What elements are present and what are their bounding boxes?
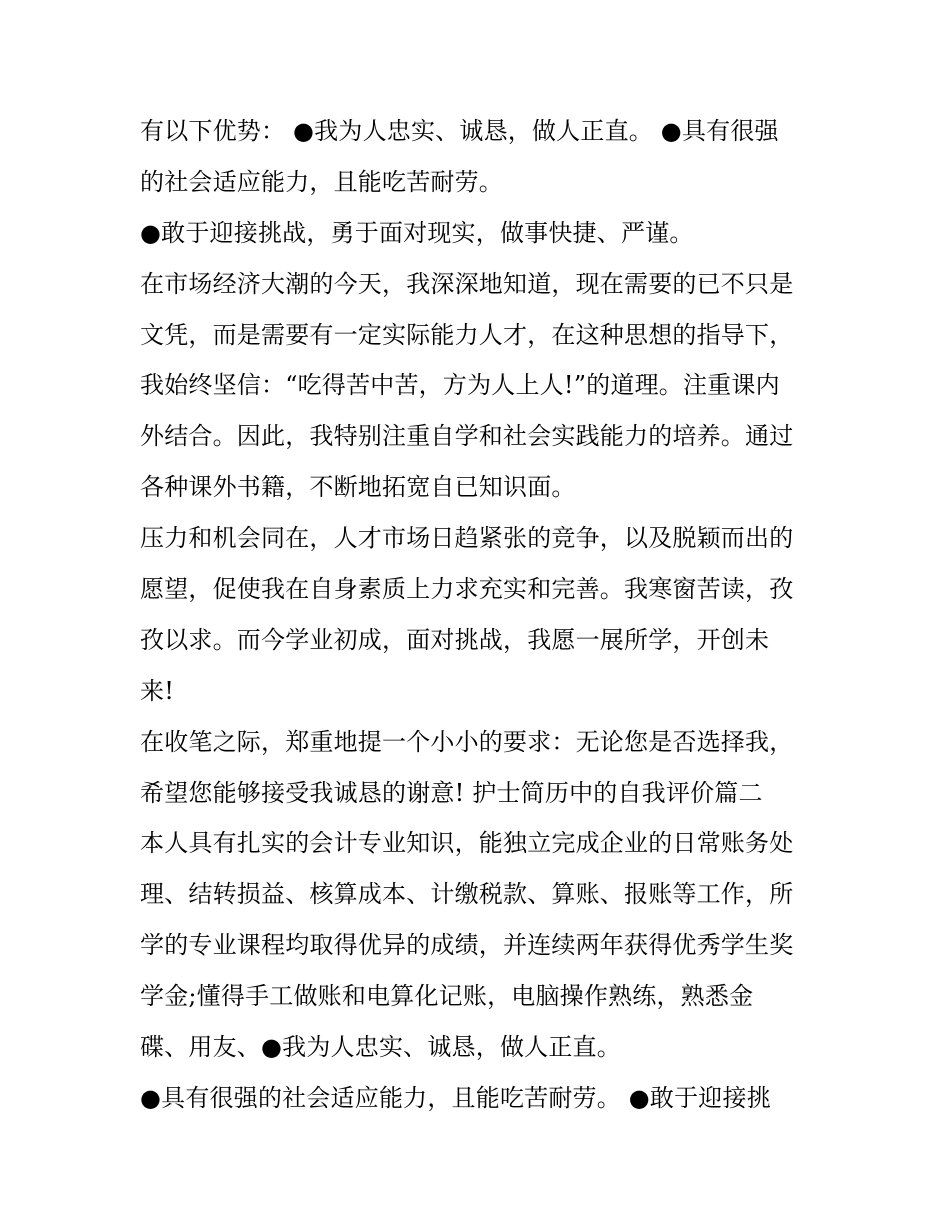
text-line: 希望您能够接受我诚恳的谢意! 护士简历中的自我评价篇二	[140, 778, 763, 807]
text-line: 来!	[140, 676, 175, 705]
text-line: 在市场经济大潮的今天，我深深地知道，现在需要的已不只是	[140, 269, 794, 298]
text-line: ●具有很强的社会适应能力，且能吃苦耐劳。 ●敢于迎接挑	[140, 1083, 771, 1112]
text-line: 外结合。因此，我特别注重自学和社会实践能力的培养。通过	[140, 422, 794, 451]
text-line: 压力和机会同在，人才市场日趋紧张的竞争，以及脱颖而出的	[140, 524, 794, 553]
text-line: 本人具有扎实的会计专业知识，能独立完成企业的日常账务处	[140, 829, 794, 858]
text-line: 碟、用友、●我为人忠实、诚恳，做人正直。	[140, 1033, 621, 1062]
text-line: 愿望，促使我在自身素质上力求充实和完善。我寒窗苦读，孜	[140, 575, 794, 604]
text-line: 有以下优势： ●我为人忠实、诚恳，做人正直。 ●具有很强	[140, 117, 779, 145]
text-line: 我始终坚信：“吃得苦中苦，方为人上人!”的道理。注重课内	[140, 371, 780, 400]
text-line: 文凭，而是需要有一定实际能力人才，在这种思想的指导下，	[140, 320, 794, 349]
text-line: 各种课外书籍，不断地拓宽自已知识面。	[140, 473, 576, 502]
text-line: ●敢于迎接挑战，勇于面对现实，做事快捷、严谨。	[140, 218, 694, 247]
text-line: 在收笔之际，郑重地提一个小小的要求：无论您是否选择我，	[140, 727, 794, 756]
body-text	[140, 106, 830, 1124]
text-line: 学的专业课程均取得优异的成绩，并连续两年获得优秀学生奖	[140, 931, 794, 960]
text-line: 理、结转损益、核算成本、计缴税款、算账、报账等工作，所	[140, 880, 794, 909]
text-line: 孜以求。而今学业初成，面对挑战，我愿一展所学，开创未	[140, 625, 770, 654]
text-line: 的社会适应能力，且能吃苦耐劳。	[140, 167, 503, 196]
text-line: 学金;懂得手工做账和电算化记账，电脑操作熟练，熟悉金	[140, 982, 754, 1011]
